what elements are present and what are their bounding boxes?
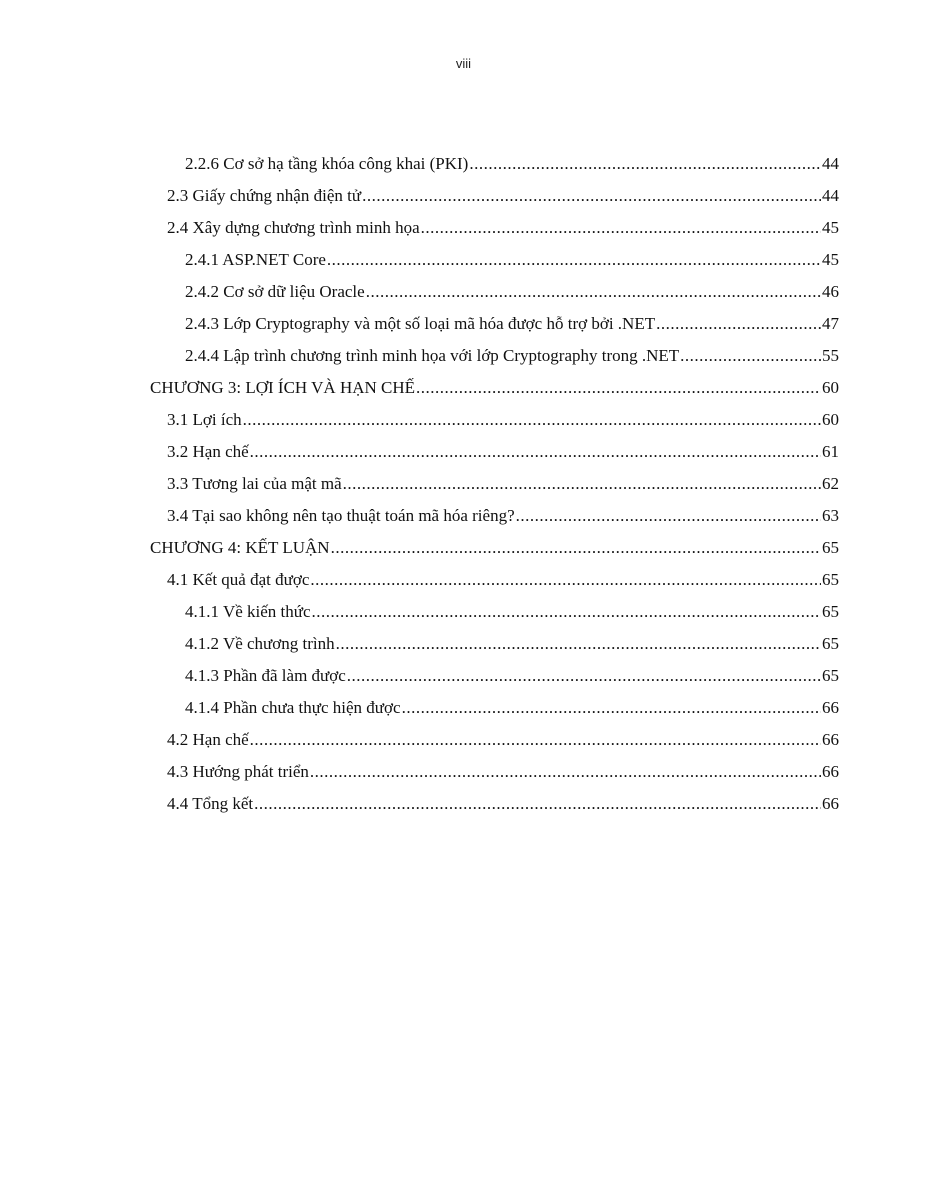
toc-entry-title: 2.4.2 Cơ sở dữ liệu Oracle [185, 282, 365, 301]
toc-entry[interactable] [185, 148, 839, 180]
toc-entry-title: 4.1.1 Về kiến thức [185, 602, 311, 621]
toc-entry[interactable] [150, 532, 839, 564]
toc-entry[interactable] [150, 372, 839, 404]
toc-entry-page-number: 66 [822, 762, 839, 781]
toc-entry-title: 3.1 Lợi ích [167, 410, 242, 429]
toc-entry[interactable] [167, 436, 839, 468]
toc-entry-page-number: 66 [822, 730, 839, 749]
toc-dot-leader [331, 532, 821, 564]
toc-entry[interactable] [185, 596, 839, 628]
toc-entry-title: 2.4.1 ASP.NET Core [185, 250, 326, 269]
toc-entry-title: 2.4.4 Lập trình chương trình minh họa với lớp Cryptography trong .NET [185, 346, 680, 365]
toc-dot-leader [469, 148, 821, 180]
toc-entry-title: 3.3 Tương lai của mật mã [167, 474, 342, 493]
toc-dot-leader [243, 404, 821, 436]
toc-entry-title: 4.1.3 Phần đã làm được [185, 666, 346, 685]
page-number: viii [455, 56, 472, 71]
toc-entry-title: 4.1 Kết quả đạt được [167, 570, 310, 589]
toc-dot-leader [327, 244, 821, 276]
toc-entry-page-number: 62 [822, 474, 839, 493]
toc-dot-leader [343, 468, 821, 500]
toc-entry-page-number: 63 [822, 506, 839, 525]
toc-entry-page-number: 66 [822, 698, 839, 717]
toc-entry[interactable] [167, 212, 839, 244]
toc-entry-title: 4.3 Hướng phát triển [167, 762, 309, 781]
toc-dot-leader [366, 276, 821, 308]
toc-entry[interactable] [167, 468, 839, 500]
toc-entry-title: 2.4.3 Lớp Cryptography và một số loại mã hóa được hỗ trợ bởi .NET [185, 314, 656, 333]
toc-entry[interactable] [167, 724, 839, 756]
toc-entry[interactable] [185, 692, 839, 724]
toc-entry-page-number: 65 [822, 666, 839, 685]
toc-entry-title: 4.4 Tổng kết [167, 794, 254, 813]
toc-dot-leader [416, 372, 821, 404]
toc-entry-page-number: 47 [822, 314, 839, 333]
toc-dot-leader [680, 340, 821, 372]
toc-entry[interactable] [167, 404, 839, 436]
toc-entry-page-number: 44 [822, 154, 839, 173]
toc-entry-page-number: 60 [822, 410, 839, 429]
toc-dot-leader [656, 308, 821, 340]
toc-entry-title: 4.1.4 Phần chưa thực hiện được [185, 698, 401, 717]
toc-entry-title: 4.1.2 Về chương trình [185, 634, 335, 653]
toc-entry-page-number: 44 [822, 186, 839, 205]
toc-entry[interactable] [167, 756, 839, 788]
toc-entry[interactable] [167, 500, 839, 532]
toc-entry[interactable] [167, 180, 839, 212]
toc-entry-title: CHƯƠNG 4: KẾT LUẬN [150, 538, 330, 557]
toc-entry-page-number: 66 [822, 794, 839, 813]
toc-entry-title: 2.2.6 Cơ sở hạ tầng khóa công khai (PKI) [185, 154, 469, 173]
toc-entry-title: 4.2 Hạn chế [167, 730, 249, 749]
toc-entry-title: 3.4 Tại sao không nên tạo thuật toán mã hóa riêng? [167, 506, 515, 525]
toc-dot-leader [310, 564, 821, 596]
toc-entry-page-number: 65 [822, 602, 839, 621]
toc-dot-leader [402, 692, 821, 724]
toc-entry-title: 3.2 Hạn chế [167, 442, 249, 461]
toc-entry-page-number: 65 [822, 634, 839, 653]
toc-dot-leader [254, 788, 821, 820]
toc-entry[interactable] [185, 276, 839, 308]
toc-dot-leader [516, 500, 821, 532]
toc-dot-leader [250, 436, 821, 468]
toc-entry[interactable] [185, 628, 839, 660]
toc-dot-leader [312, 596, 821, 628]
toc-entry-page-number: 60 [822, 378, 839, 397]
toc-entry-page-number: 61 [822, 442, 839, 461]
toc-entry-title: 2.4 Xây dựng chương trình minh họa [167, 218, 420, 237]
toc-entry-title: CHƯƠNG 3: LỢI ÍCH VÀ HẠN CHẾ [150, 378, 416, 397]
toc-entry-page-number: 65 [822, 538, 839, 557]
toc-entry-page-number: 45 [822, 250, 839, 269]
toc-dot-leader [362, 180, 821, 212]
toc-entry-page-number: 46 [822, 282, 839, 301]
toc-entry[interactable] [167, 788, 839, 820]
toc-entry-page-number: 45 [822, 218, 839, 237]
toc-entry[interactable] [185, 308, 839, 340]
toc-entry-title: 2.3 Giấy chứng nhận điện tử [167, 186, 362, 205]
toc-entry[interactable] [185, 244, 839, 276]
toc-entry[interactable] [185, 660, 839, 692]
toc-entry-page-number: 65 [822, 570, 839, 589]
toc-entry[interactable] [167, 564, 839, 596]
toc-dot-leader [421, 212, 821, 244]
toc-dot-leader [310, 756, 821, 788]
toc-dot-leader [336, 628, 821, 660]
toc-entry-page-number: 55 [822, 346, 839, 365]
toc-dot-leader [250, 724, 821, 756]
toc-entry[interactable] [185, 340, 839, 372]
toc-dot-leader [347, 660, 821, 692]
